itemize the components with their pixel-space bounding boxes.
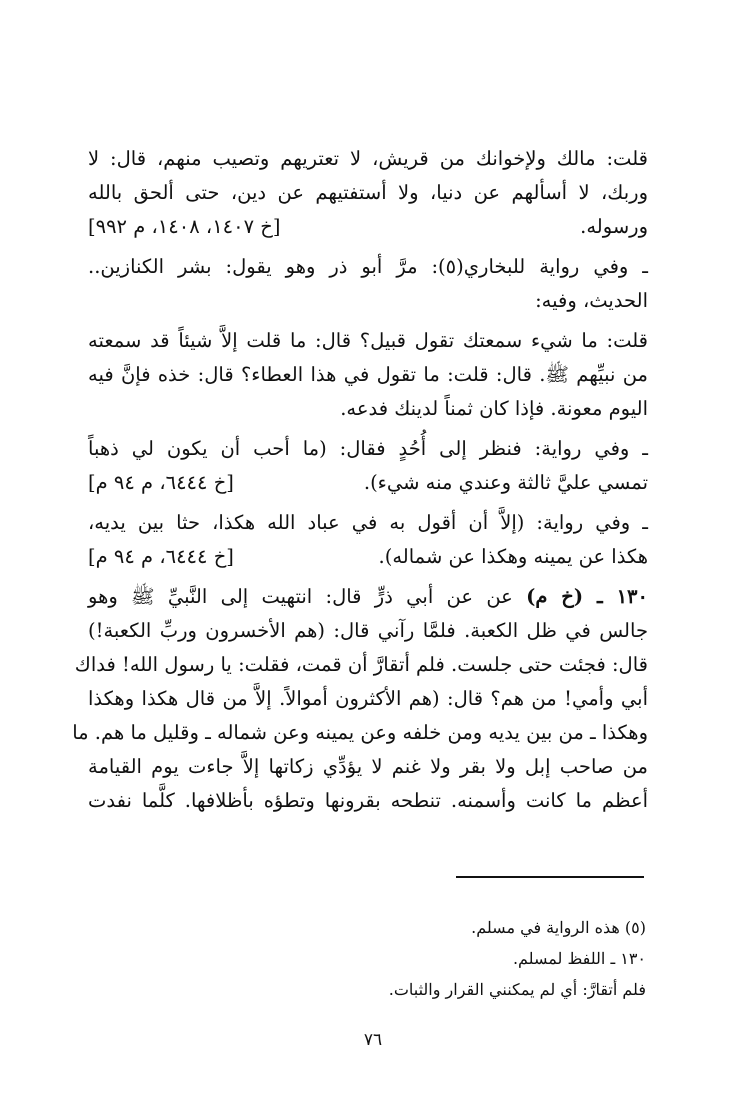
footnote: فلم أتقارَّ: أي لم يمكنني القرار والثبات. [388, 980, 646, 999]
text-line: هكذا عن يمينه وهكذا عن شماله). [378, 545, 648, 568]
footnotes [100, 912, 646, 1005]
footnote-separator [456, 876, 644, 878]
hadith-reference: [خ ١٤٠٧، ١٤٠٨، م ٩٩٢] [88, 215, 281, 238]
paragraph-3 [88, 324, 648, 426]
text-line: اليوم معونة. فإذا كان ثمناً لدينك فدعه. [340, 397, 648, 420]
paragraph-2 [88, 250, 648, 318]
paragraph-5 [88, 506, 648, 574]
text-line: قلت: مالك ولإخوانك من قريش، لا تعتريهم وتصيب منهم، قال: لا [88, 147, 648, 170]
text-line: وهكذا ـ من بين يديه ومن خلفه وعن يمينه وعن شماله ـ وقليل ما هم. ما [72, 721, 648, 744]
hadith-reference: [خ ٦٤٤٤، م ٩٤ م] [88, 471, 234, 494]
hadith-number: ١٣٠ ـ (خ م) [526, 585, 648, 608]
text-line: قال: فجئت حتى جلست. فلم أتقارَّ أن قمت، فقلت: يا رسول الله! فداك [74, 653, 648, 676]
footnote: ١٣٠ ـ اللفظ لمسلم. [512, 949, 646, 968]
text-line: من نبيِّهم ﷺ. قال: قلت: ما تقول في هذا العطاء؟ قال: خذه فإنَّ فيه [88, 363, 648, 386]
text-line: الحديث، وفيه: [535, 289, 648, 312]
text-line: ـ وفي رواية للبخاري(٥): مرَّ أبو ذر وهو يقول: بشر الكنازين.. [88, 255, 648, 278]
hadith-130 [72, 580, 648, 818]
paragraph-4 [88, 432, 648, 500]
main-text [72, 142, 648, 824]
text-line-with-reference [88, 210, 648, 244]
paragraph-1 [88, 142, 648, 244]
text-line-with-reference [88, 466, 648, 500]
page-number: ٧٦ [363, 1030, 383, 1050]
text-line: أبي وأمي! من هم؟ قال: (هم الأكثرون أموالاً. إلاَّ من قال هكذا وهكذا [88, 687, 648, 710]
text-line: ـ وفي رواية: (إلاَّ أن أقول به في عباد الله هكذا، حثا بين يديه، [88, 511, 648, 534]
text-line: قلت: ما شيء سمعتك تقول قبيل؟ قال: ما قلت إلاَّ شيئاً قد سمعته [88, 329, 648, 352]
text-line: ـ وفي رواية: فنظر إلى أُحُدٍ فقال: (ما أحب أن يكون لي ذهباً [88, 437, 648, 460]
text-line: تمسي عليَّ ثالثة وعندي منه شيء). [363, 471, 648, 494]
text-line: من صاحب إبل ولا بقر ولا غنم لا يؤدِّي زكاتها إلاَّ جاءت يوم القيامة [88, 755, 648, 778]
text-line [88, 580, 648, 614]
text-segment: عن عن أبي ذرٍّ قال: انتهيت إلى النَّبيِّ ﷺ وهو [88, 585, 513, 608]
text-line-with-reference [88, 540, 648, 574]
text-line: جالس في ظل الكعبة. فلمَّا رآني قال: (هم الأخسرون وربِّ الكعبة!) [88, 619, 648, 642]
text-line: ورسوله. [580, 215, 648, 238]
hadith-reference: [خ ٦٤٤٤، م ٩٤ م] [88, 545, 234, 568]
text-line: أعظم ما كانت وأسمنه. تنطحه بقرونها وتطؤه بأظلافها. كلَّما نفدت [88, 789, 648, 812]
text-line: وربك، لا أسألهم عن دنيا، ولا أستفتيهم عن دين، حتى ألحق بالله [88, 181, 648, 204]
footnote: (٥) هذه الرواية في مسلم. [471, 918, 646, 937]
